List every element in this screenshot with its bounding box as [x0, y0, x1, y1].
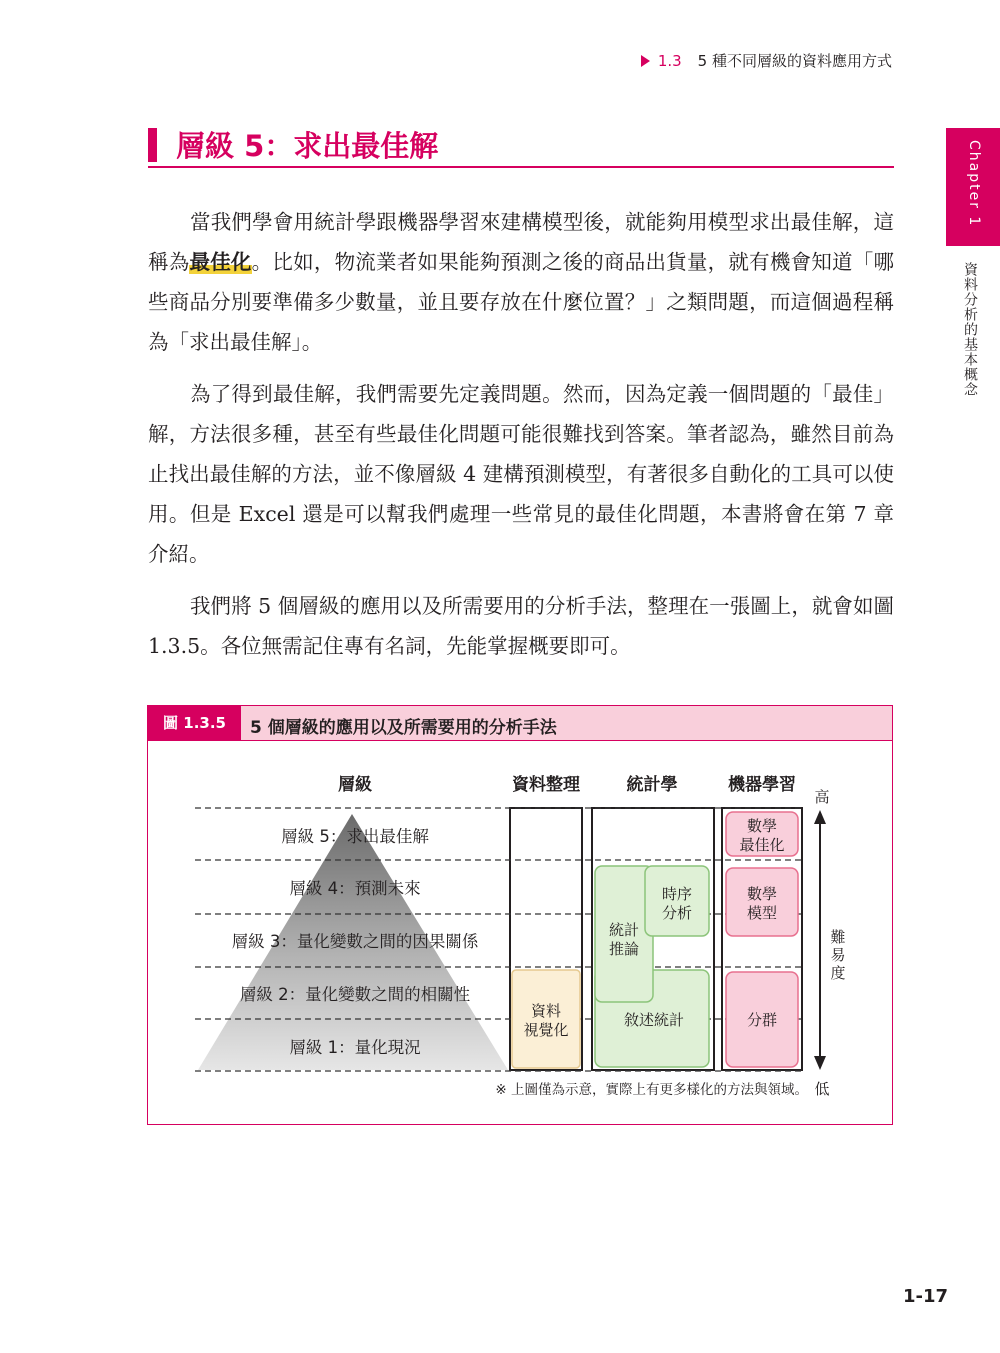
section-title: 層級 5：求出最佳解 [176, 129, 439, 163]
descriptive-statistics-text: 敘述統計 [623, 1011, 685, 1029]
play-arrow-icon [641, 55, 650, 67]
paragraph-1 [148, 202, 894, 362]
page-number: 1-17 [903, 1286, 949, 1307]
math-optimization-text: 最佳化 [739, 836, 785, 854]
math-model-text: 模型 [746, 904, 778, 922]
paragraph-3: 我們將 5 個層級的應用以及所需要用的分析手法，整理在一張圖上，就會如圖 1.3.5。各位無需記住專有名詞，先能掌握概要即可。 [148, 594, 894, 658]
axis-high-label: 高 [814, 788, 830, 806]
chapter-tab-label: Chapter 1 [966, 140, 982, 228]
level-5-label: 層級 5：求出最佳解 [281, 827, 429, 846]
paragraph-2: 為了得到最佳解，我們需要先定義問題。然而，因為定義一個問題的「最佳」解，方法很多種，甚至有些最佳化問題可能很難找到答案。筆者認為，雖然目前為止找出最佳解的方法，並不像層級 4 建構預測模型，有著很多自動化的工具可以使用。但是 Excel 還是可以幫我們處理一些常見的最佳化問題，本書將會在第 7 章介紹。 [148, 382, 894, 566]
chapter-subtitle: 資料分析的基本概念 [962, 262, 978, 397]
levels-diagram [148, 742, 892, 1122]
header-column: 機器學習 [728, 775, 796, 795]
paragraph-1-text-b: 。比如，物流業者如果能夠預測之後的商品出貨量，就有機會知道「哪些商品分別要準備多少數量，並且要存放在什麼位置？」之類問題，而這個過程稱為「求出最佳解」。 [148, 250, 895, 354]
figure-caption: 5 個層級的應用以及所需要用的分析手法 [250, 718, 557, 738]
header-column: 資料整理 [512, 775, 580, 795]
math-model-text: 數學 [746, 885, 778, 903]
running-header [641, 50, 892, 71]
inference-text: 推論 [608, 940, 640, 958]
figure-footnote: ※ 上圖僅為示意，實際上有更多樣化的方法與領域。 [495, 1082, 808, 1098]
time-series-text: 分析 [661, 904, 693, 922]
running-header-section-title: 5 種不同層級的資料應用方式 [697, 52, 892, 70]
header-column: 統計學 [626, 775, 678, 795]
header-level: 層級 [338, 775, 372, 795]
level-2-label: 層級 2：量化變數之間的相關性 [239, 985, 471, 1004]
running-header-section-number: 1.3 [657, 52, 682, 70]
section-divider [148, 166, 894, 168]
time-series-text: 時序 [661, 885, 693, 903]
data-visualization-text: 視覺化 [523, 1021, 569, 1039]
axis-difficulty-label: 易 [830, 946, 846, 964]
arrow-up-icon [814, 810, 826, 824]
inference-text: 統計 [608, 921, 640, 939]
section-marker-bar [148, 128, 157, 162]
figure-tag: 圖 1.3.5 [148, 706, 241, 741]
axis-difficulty-label: 度 [830, 964, 846, 982]
level-1-label: 層級 1：量化現況 [289, 1038, 421, 1057]
axis-difficulty-label: 難 [830, 928, 846, 946]
data-visualization-text: 資料 [530, 1002, 562, 1020]
axis-low-label: 低 [814, 1080, 830, 1098]
highlight-term: 最佳化 [189, 250, 252, 274]
level-4-label: 層級 4：預測未來 [289, 879, 421, 898]
level-3-label: 層級 3：量化變數之間的因果關係 [231, 932, 479, 951]
clustering-text: 分群 [746, 1011, 778, 1029]
paragraph-1-text-a: 當我們學會用統計學跟機器學習來建構模型後，就能夠用模型求出最佳解，這稱為 [148, 210, 894, 274]
math-optimization-text: 數學 [746, 817, 778, 835]
arrow-down-icon [814, 1056, 826, 1070]
